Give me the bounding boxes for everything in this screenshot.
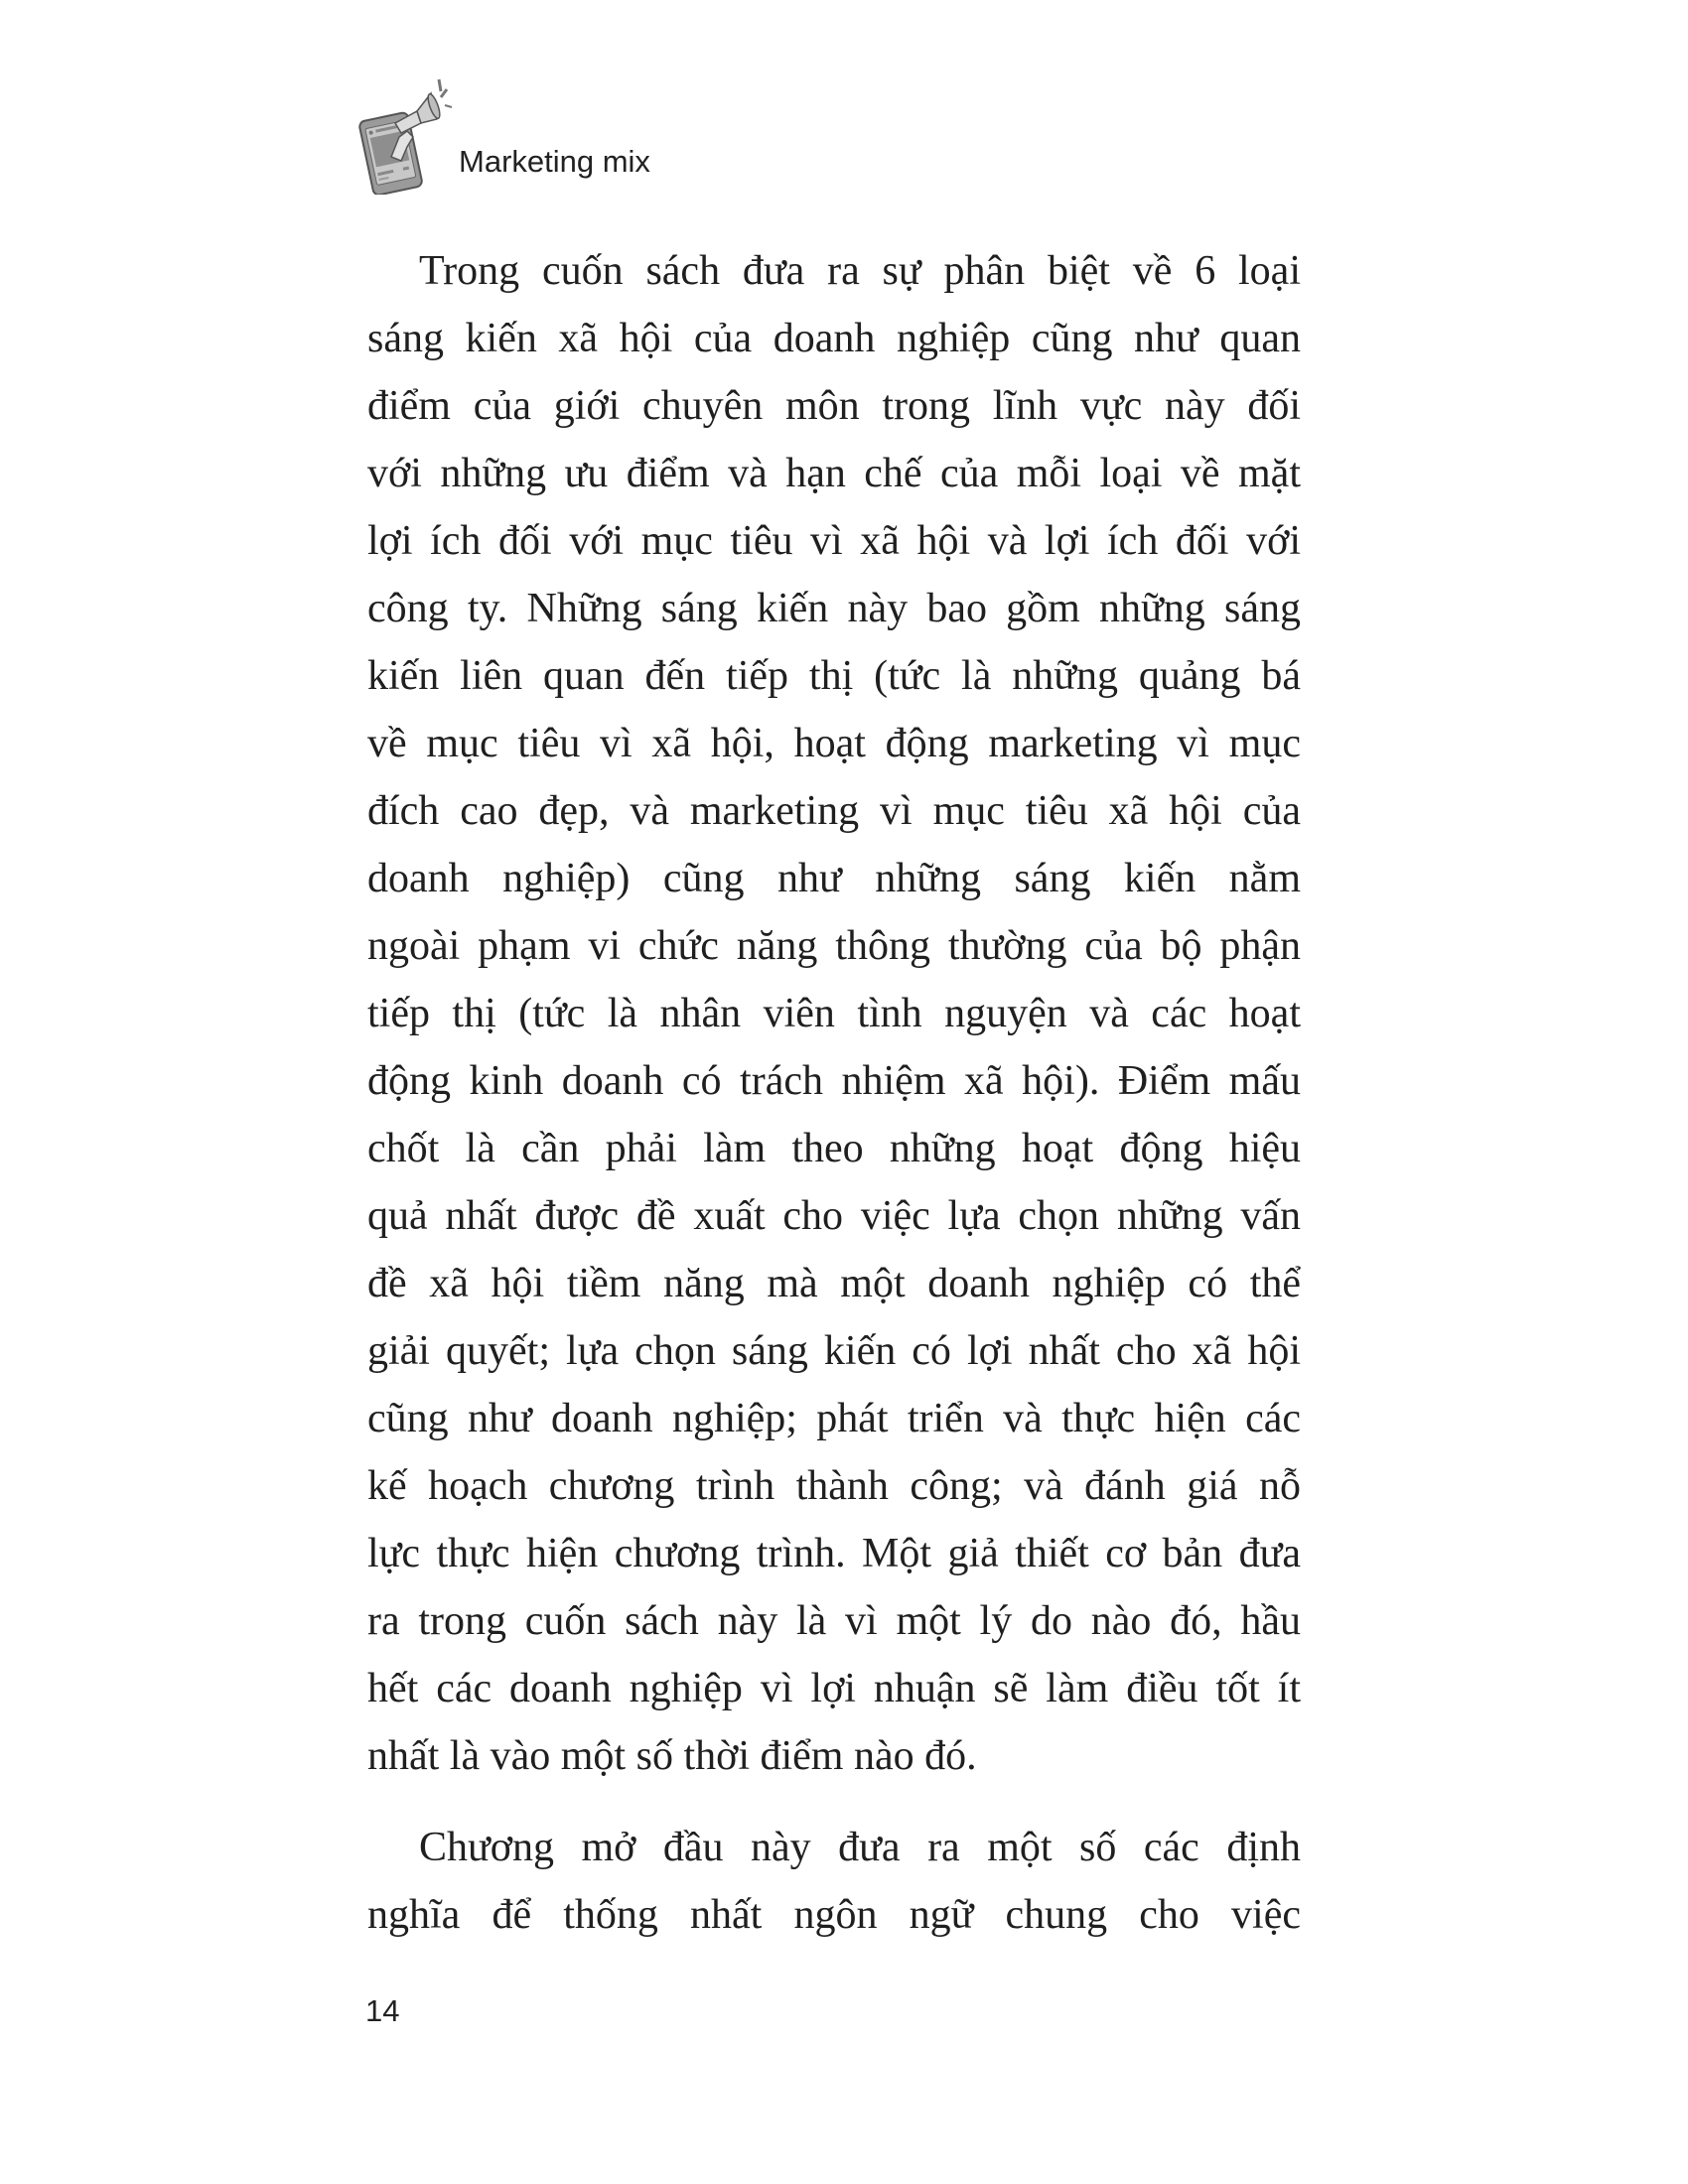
phone-megaphone-icon xyxy=(355,71,455,195)
text-line: Trong cuốn sách đưa ra sự phân biệt về 6 loại xyxy=(419,248,1301,294)
text-line: lực thực hiện chương trình. Một giả thiết cơ bản đưa xyxy=(367,1531,1301,1576)
page-number: 14 xyxy=(365,1993,400,2028)
text-line: lợi ích đối với mục tiêu vì xã hội và lợi ích đối với xyxy=(367,518,1301,564)
text-line: hết các doanh nghiệp vì lợi nhuận sẽ làm điều tốt ít xyxy=(367,1666,1301,1711)
paragraph-2 xyxy=(367,1814,1301,1949)
text-line: Chương mở đầu này đưa ra một số các định xyxy=(419,1825,1301,1870)
text-line: tiếp thị (tức là nhân viên tình nguyện và các hoạt xyxy=(367,991,1301,1036)
text-line: chốt là cần phải làm theo những hoạt động hiệu xyxy=(367,1126,1301,1171)
paragraph-1 xyxy=(367,237,1301,1790)
text-line: công ty. Những sáng kiến này bao gồm những sáng xyxy=(367,586,1301,631)
text-line: nhất là vào một số thời điểm nào đó. xyxy=(367,1733,977,1779)
text-line: kế hoạch chương trình thành công; và đánh giá nỗ xyxy=(367,1463,1301,1509)
text-line: về mục tiêu vì xã hội, hoạt động marketing vì mục xyxy=(367,721,1301,766)
text-line: doanh nghiệp) cũng như những sáng kiến nằm xyxy=(367,856,1301,901)
text-line: nghĩa để thống nhất ngôn ngữ chung cho việc xyxy=(367,1892,1301,1938)
text-line: sáng kiến xã hội của doanh nghiệp cũng như quan xyxy=(367,316,1301,361)
text-line: đích cao đẹp, và marketing vì mục tiêu xã hội của xyxy=(367,788,1301,834)
text-line: ra trong cuốn sách này là vì một lý do nào đó, hầu xyxy=(367,1598,1301,1644)
text-line: điểm của giới chuyên môn trong lĩnh vực này đối xyxy=(367,383,1301,429)
text-line: với những ưu điểm và hạn chế của mỗi loại về mặt xyxy=(367,451,1301,496)
text-line: ngoài phạm vi chức năng thông thường của bộ phận xyxy=(367,923,1301,969)
text-line: cũng như doanh nghiệp; phát triển và thực hiện các xyxy=(367,1396,1301,1441)
text-line: kiến liên quan đến tiếp thị (tức là những quảng bá xyxy=(367,653,1301,699)
text-line: động kinh doanh có trách nhiệm xã hội). Điểm mấu xyxy=(367,1058,1301,1104)
text-line: giải quyết; lựa chọn sáng kiến có lợi nhất cho xã hội xyxy=(367,1328,1301,1374)
running-header-title: Marketing mix xyxy=(459,144,650,179)
text-line: đề xã hội tiềm năng mà một doanh nghiệp có thể xyxy=(367,1261,1301,1306)
text-line: quả nhất được đề xuất cho việc lựa chọn những vấn xyxy=(367,1193,1301,1239)
